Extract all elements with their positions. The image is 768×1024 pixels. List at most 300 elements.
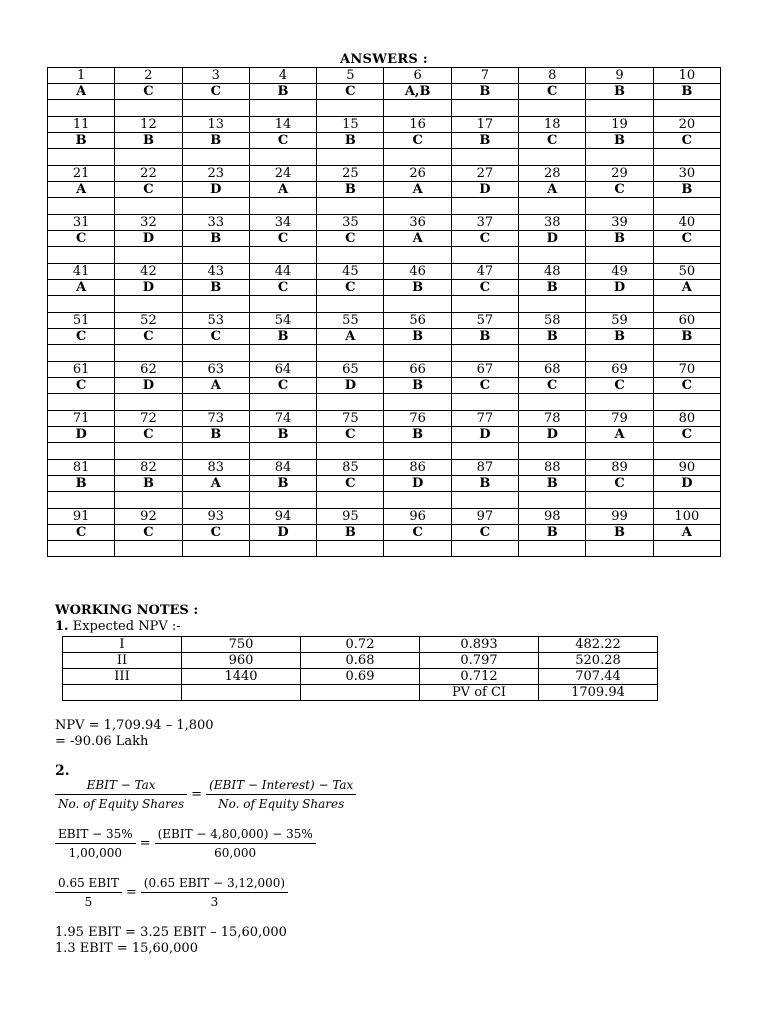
empty-cell	[384, 492, 451, 509]
fraction-numerator: EBIT − 35%	[55, 827, 136, 844]
question-number-cell: 36	[384, 215, 451, 231]
question-number-cell: 15	[317, 117, 384, 133]
question-number-cell: 95	[317, 509, 384, 525]
empty-cell	[653, 541, 720, 557]
question-number-cell: 73	[182, 411, 249, 427]
question-number-cell: 21	[48, 166, 115, 182]
answer-letter-cell: B	[653, 329, 720, 345]
answer-letter-cell: B	[451, 329, 518, 345]
empty-cell	[653, 443, 720, 460]
empty-cell	[384, 345, 451, 362]
answer-letter-cell: C	[249, 133, 316, 149]
question-number-cell: 59	[586, 313, 653, 329]
npv-cell: 1440	[182, 669, 301, 685]
empty-cell	[182, 296, 249, 313]
answer-letter-cell: A	[384, 231, 451, 247]
answer-letter-cell: C	[451, 231, 518, 247]
question-number-cell: 83	[182, 460, 249, 476]
empty-cell	[115, 296, 182, 313]
question-number-cell: 22	[115, 166, 182, 182]
working-notes-title: WORKING NOTES :	[55, 603, 199, 618]
answer-letter-cell: C	[48, 378, 115, 394]
question-number-cell: 54	[249, 313, 316, 329]
answer-letter-cell: C	[115, 525, 182, 541]
answer-letter-cell: A	[48, 182, 115, 198]
question-number-cell: 96	[384, 509, 451, 525]
npv-cell: 0.69	[301, 669, 420, 685]
empty-cell	[451, 198, 518, 215]
fraction-denominator: No. of Equity Shares	[218, 797, 345, 811]
empty-cell	[249, 198, 316, 215]
question-number-cell: 48	[519, 264, 586, 280]
empty-cell	[317, 296, 384, 313]
npv-cell: 0.797	[420, 653, 539, 669]
answer-letter-cell: B	[519, 329, 586, 345]
question-number-cell: 82	[115, 460, 182, 476]
answer-letter-cell: C	[182, 329, 249, 345]
empty-cell	[586, 492, 653, 509]
question-number-cell: 52	[115, 313, 182, 329]
answer-letter-cell: A	[182, 476, 249, 492]
question-number-cell: 13	[182, 117, 249, 133]
empty-cell	[586, 149, 653, 166]
question-number-cell: 87	[451, 460, 518, 476]
answer-letter-cell: B	[586, 133, 653, 149]
question-number-cell: 28	[519, 166, 586, 182]
question-number-cell: 18	[519, 117, 586, 133]
question-number-cell: 65	[317, 362, 384, 378]
empty-cell	[519, 149, 586, 166]
equation-2	[55, 827, 316, 860]
empty-cell	[586, 198, 653, 215]
empty-cell	[519, 443, 586, 460]
empty-cell	[653, 345, 720, 362]
fraction-numerator: 0.65 EBIT	[55, 876, 122, 893]
answer-letter-cell: C	[586, 378, 653, 394]
question-number-cell: 16	[384, 117, 451, 133]
answer-letter-cell: B	[519, 525, 586, 541]
answer-letter-cell: C	[317, 231, 384, 247]
note-1-heading	[55, 619, 181, 634]
empty-cell	[519, 541, 586, 557]
answer-letter-cell: B	[182, 280, 249, 296]
empty-cell	[48, 492, 115, 509]
empty-cell	[519, 492, 586, 509]
empty-cell	[317, 394, 384, 411]
answer-letter-cell: C	[249, 378, 316, 394]
empty-cell	[451, 247, 518, 264]
empty-cell	[182, 345, 249, 362]
question-number-cell: 20	[653, 117, 720, 133]
answer-letter-cell: C	[384, 133, 451, 149]
empty-cell	[519, 198, 586, 215]
answer-letter-cell: B	[182, 231, 249, 247]
answer-letter-cell: B	[586, 329, 653, 345]
answer-letter-cell: B	[519, 476, 586, 492]
answer-letter-cell: C	[519, 133, 586, 149]
empty-cell	[48, 345, 115, 362]
empty-cell	[48, 394, 115, 411]
question-number-cell: 69	[586, 362, 653, 378]
equation-1-rhs	[206, 778, 356, 811]
empty-cell	[182, 541, 249, 557]
empty-cell	[519, 247, 586, 264]
answer-letter-cell: D	[384, 476, 451, 492]
answer-letter-row	[48, 378, 721, 394]
answer-letter-row	[48, 231, 721, 247]
empty-cell	[182, 394, 249, 411]
answer-letter-cell: C	[317, 427, 384, 443]
question-number-cell: 63	[182, 362, 249, 378]
question-number-cell: 42	[115, 264, 182, 280]
question-number-cell: 70	[653, 362, 720, 378]
empty-cell	[115, 492, 182, 509]
empty-cell	[451, 149, 518, 166]
question-number-cell: 68	[519, 362, 586, 378]
answer-letter-cell: C	[48, 329, 115, 345]
answer-letter-cell: D	[451, 182, 518, 198]
empty-cell	[384, 541, 451, 557]
answer-letter-cell: B	[653, 84, 720, 100]
empty-cell	[48, 149, 115, 166]
question-number-cell: 78	[519, 411, 586, 427]
question-number-cell: 60	[653, 313, 720, 329]
answer-letter-cell: B	[653, 182, 720, 198]
answer-letter-cell: A	[317, 329, 384, 345]
question-number-cell: 94	[249, 509, 316, 525]
note-1-label: Expected NPV :-	[68, 619, 181, 634]
npv-cell: III	[63, 669, 182, 685]
question-number-cell: 38	[519, 215, 586, 231]
empty-cell	[384, 443, 451, 460]
empty-cell	[115, 541, 182, 557]
empty-cell	[586, 296, 653, 313]
equation-2-rhs	[155, 827, 316, 860]
spacer-row	[48, 394, 721, 411]
answer-letter-cell: C	[653, 133, 720, 149]
solution-line-2: 1.3 EBIT = 15,60,000	[55, 941, 198, 956]
question-number-cell: 35	[317, 215, 384, 231]
empty-cell	[115, 247, 182, 264]
answer-letter-cell: C	[653, 231, 720, 247]
empty-cell	[317, 247, 384, 264]
answer-letter-cell: C	[653, 427, 720, 443]
spacer-row	[48, 149, 721, 166]
answer-letter-cell: C	[451, 525, 518, 541]
equation-1-lhs	[55, 778, 187, 811]
question-number-cell: 5	[317, 68, 384, 84]
question-number-row	[48, 313, 721, 329]
question-number-cell: 89	[586, 460, 653, 476]
answer-letter-cell: B	[115, 133, 182, 149]
answers-title: ANSWERS :	[339, 52, 429, 67]
npv-cell: 0.712	[420, 669, 539, 685]
empty-cell	[653, 394, 720, 411]
empty-cell	[182, 443, 249, 460]
answer-letter-row	[48, 280, 721, 296]
answer-letter-cell: A	[249, 182, 316, 198]
npv-cell: 482.22	[539, 637, 658, 653]
empty-cell	[48, 443, 115, 460]
question-number-cell: 75	[317, 411, 384, 427]
question-number-cell: 10	[653, 68, 720, 84]
npv-row	[63, 669, 658, 685]
answer-letter-cell: C	[384, 525, 451, 541]
answer-letter-cell: C	[182, 84, 249, 100]
empty-cell	[451, 541, 518, 557]
question-number-cell: 14	[249, 117, 316, 133]
question-number-row	[48, 362, 721, 378]
question-number-cell: 3	[182, 68, 249, 84]
empty-cell	[317, 443, 384, 460]
npv-row	[63, 637, 658, 653]
spacer-row	[48, 345, 721, 362]
question-number-cell: 33	[182, 215, 249, 231]
question-number-cell: 67	[451, 362, 518, 378]
answer-letter-cell: C	[115, 427, 182, 443]
answer-letter-cell: B	[451, 476, 518, 492]
empty-cell	[249, 345, 316, 362]
answer-letter-cell: B	[317, 182, 384, 198]
question-number-cell: 46	[384, 264, 451, 280]
answer-letter-row	[48, 476, 721, 492]
question-number-row	[48, 215, 721, 231]
npv-cell	[301, 685, 420, 701]
empty-cell	[317, 345, 384, 362]
answer-letter-cell: A,B	[384, 84, 451, 100]
empty-cell	[115, 100, 182, 117]
question-number-row	[48, 509, 721, 525]
fraction-denominator: 5	[84, 895, 93, 909]
answer-letter-cell: D	[48, 427, 115, 443]
empty-cell	[48, 247, 115, 264]
answer-letter-cell: C	[115, 182, 182, 198]
npv-row	[63, 685, 658, 701]
empty-cell	[249, 247, 316, 264]
answer-letter-cell: B	[384, 378, 451, 394]
equation-1	[55, 778, 356, 811]
empty-cell	[451, 296, 518, 313]
empty-cell	[115, 149, 182, 166]
question-number-cell: 23	[182, 166, 249, 182]
empty-cell	[451, 394, 518, 411]
empty-cell	[653, 198, 720, 215]
empty-cell	[317, 100, 384, 117]
empty-cell	[451, 443, 518, 460]
fraction-denominator: 3	[210, 895, 219, 909]
answer-letter-cell: C	[249, 231, 316, 247]
spacer-row	[48, 541, 721, 557]
empty-cell	[519, 296, 586, 313]
answer-letter-row	[48, 133, 721, 149]
answer-letter-cell: C	[451, 378, 518, 394]
empty-cell	[182, 100, 249, 117]
question-number-cell: 43	[182, 264, 249, 280]
question-number-cell: 26	[384, 166, 451, 182]
question-number-cell: 84	[249, 460, 316, 476]
answer-letter-cell: D	[182, 182, 249, 198]
answer-letter-cell: D	[115, 280, 182, 296]
question-number-cell: 77	[451, 411, 518, 427]
question-number-cell: 79	[586, 411, 653, 427]
empty-cell	[384, 149, 451, 166]
empty-cell	[115, 345, 182, 362]
question-number-cell: 53	[182, 313, 249, 329]
question-number-row	[48, 166, 721, 182]
question-number-cell: 97	[451, 509, 518, 525]
question-number-cell: 74	[249, 411, 316, 427]
answer-letter-cell: B	[586, 525, 653, 541]
npv-row	[63, 653, 658, 669]
question-number-cell: 81	[48, 460, 115, 476]
question-number-cell: 12	[115, 117, 182, 133]
empty-cell	[317, 149, 384, 166]
question-number-cell: 91	[48, 509, 115, 525]
empty-cell	[249, 443, 316, 460]
equals-sign: =	[191, 787, 203, 802]
empty-cell	[586, 100, 653, 117]
question-number-cell: 34	[249, 215, 316, 231]
empty-cell	[115, 443, 182, 460]
empty-cell	[586, 541, 653, 557]
empty-cell	[317, 541, 384, 557]
question-number-cell: 80	[653, 411, 720, 427]
empty-cell	[249, 541, 316, 557]
npv-cell: 960	[182, 653, 301, 669]
question-number-cell: 98	[519, 509, 586, 525]
empty-cell	[182, 492, 249, 509]
question-number-row	[48, 411, 721, 427]
empty-cell	[519, 100, 586, 117]
empty-cell	[451, 100, 518, 117]
answer-letter-cell: C	[182, 525, 249, 541]
empty-cell	[249, 149, 316, 166]
equation-2-lhs	[55, 827, 136, 860]
answer-letter-cell: B	[249, 84, 316, 100]
answer-letter-cell: D	[249, 525, 316, 541]
empty-cell	[586, 394, 653, 411]
fraction-numerator: (EBIT − 4,80,000) − 35%	[155, 827, 316, 844]
empty-cell	[384, 100, 451, 117]
question-number-cell: 30	[653, 166, 720, 182]
answer-letter-cell: B	[586, 84, 653, 100]
question-number-cell: 61	[48, 362, 115, 378]
question-number-cell: 4	[249, 68, 316, 84]
question-number-cell: 25	[317, 166, 384, 182]
answer-letter-cell: B	[249, 476, 316, 492]
npv-line-1: NPV = 1,709.94 – 1,800	[55, 718, 214, 733]
npv-cell	[182, 685, 301, 701]
equals-sign: =	[139, 836, 151, 851]
answer-letter-row	[48, 427, 721, 443]
question-number-cell: 55	[317, 313, 384, 329]
question-number-cell: 31	[48, 215, 115, 231]
fraction-numerator: (0.65 EBIT − 3,12,000)	[141, 876, 288, 893]
answer-letter-cell: B	[115, 476, 182, 492]
question-number-cell: 88	[519, 460, 586, 476]
spacer-row	[48, 296, 721, 313]
note-1-number: 1.	[55, 619, 69, 634]
answer-letter-cell: C	[115, 84, 182, 100]
empty-cell	[182, 149, 249, 166]
answer-letter-cell: D	[653, 476, 720, 492]
answer-letter-cell: C	[653, 378, 720, 394]
answer-letter-cell: C	[519, 378, 586, 394]
question-number-cell: 76	[384, 411, 451, 427]
npv-cell: 750	[182, 637, 301, 653]
question-number-cell: 37	[451, 215, 518, 231]
question-number-cell: 64	[249, 362, 316, 378]
question-number-cell: 11	[48, 117, 115, 133]
answer-letter-row	[48, 84, 721, 100]
empty-cell	[384, 296, 451, 313]
answer-letter-cell: B	[384, 427, 451, 443]
question-number-cell: 24	[249, 166, 316, 182]
empty-cell	[48, 100, 115, 117]
answer-letter-row	[48, 182, 721, 198]
answer-letter-cell: D	[115, 378, 182, 394]
answer-letter-cell: B	[48, 476, 115, 492]
question-number-cell: 100	[653, 509, 720, 525]
fraction-denominator: 1,00,000	[68, 846, 123, 860]
npv-cell: 520.28	[539, 653, 658, 669]
fraction-numerator: EBIT − Tax	[55, 778, 187, 795]
empty-cell	[48, 198, 115, 215]
answer-letter-cell: A	[519, 182, 586, 198]
question-number-cell: 51	[48, 313, 115, 329]
question-number-cell: 17	[451, 117, 518, 133]
spacer-row	[48, 198, 721, 215]
answer-letter-cell: D	[519, 427, 586, 443]
empty-cell	[48, 541, 115, 557]
empty-cell	[519, 394, 586, 411]
answer-letter-cell: D	[115, 231, 182, 247]
empty-cell	[249, 100, 316, 117]
question-number-cell: 66	[384, 362, 451, 378]
question-number-cell: 40	[653, 215, 720, 231]
npv-table	[62, 636, 658, 701]
question-number-row	[48, 68, 721, 84]
question-number-cell: 72	[115, 411, 182, 427]
empty-cell	[653, 247, 720, 264]
question-number-cell: 62	[115, 362, 182, 378]
question-number-cell: 56	[384, 313, 451, 329]
answer-letter-cell: B	[182, 133, 249, 149]
empty-cell	[317, 198, 384, 215]
empty-cell	[384, 198, 451, 215]
answer-letter-cell: C	[519, 84, 586, 100]
spacer-row	[48, 443, 721, 460]
empty-cell	[317, 492, 384, 509]
npv-cell: 0.68	[301, 653, 420, 669]
answer-letter-cell: B	[384, 280, 451, 296]
fraction-denominator: 60,000	[214, 846, 257, 860]
empty-cell	[653, 100, 720, 117]
spacer-row	[48, 100, 721, 117]
answer-letter-cell: D	[317, 378, 384, 394]
answer-letter-cell: C	[115, 329, 182, 345]
answer-letter-cell: C	[586, 476, 653, 492]
question-number-cell: 86	[384, 460, 451, 476]
empty-cell	[384, 247, 451, 264]
empty-cell	[384, 394, 451, 411]
answer-letter-cell: B	[384, 329, 451, 345]
question-number-cell: 32	[115, 215, 182, 231]
question-number-cell: 27	[451, 166, 518, 182]
question-number-cell: 92	[115, 509, 182, 525]
equation-3-rhs	[141, 876, 288, 909]
answer-letter-cell: B	[451, 84, 518, 100]
